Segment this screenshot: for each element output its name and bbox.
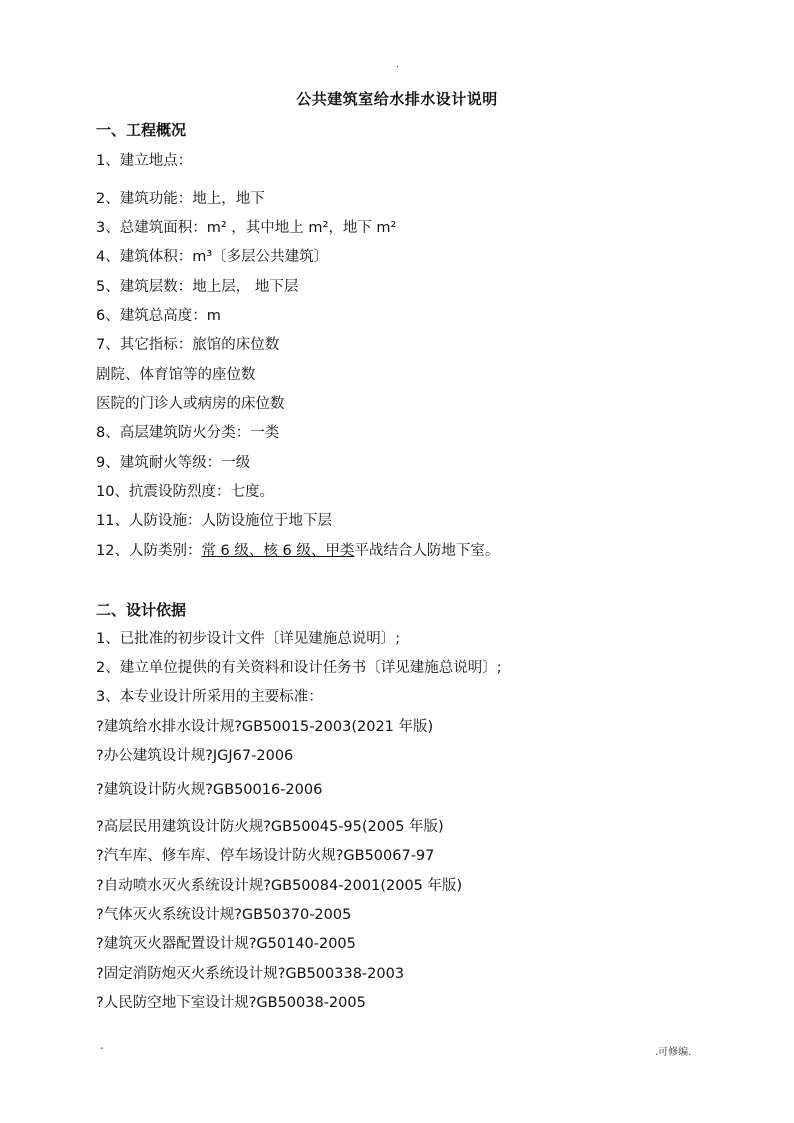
- overview-line-2: 2、建筑功能：地上，地下: [96, 191, 265, 207]
- standard-item: ?人民防空地下室设计规?GB50038-2005: [96, 995, 366, 1011]
- overview-line-4: 4、建筑体积：m³〔多层公共建筑〕: [96, 249, 329, 265]
- overview-line-1: 1、建立地点：: [96, 153, 193, 169]
- overview-line-3: 3、总建筑面积：m² ，其中地上 m²，地下 m²: [96, 220, 397, 236]
- overview-line-11: 11、人防设施：人防设施位于地下层: [96, 513, 332, 529]
- standard-item: ?建筑灭火器配置设计规?G50140-2005: [96, 936, 356, 952]
- overview-line-7c: 医院的门诊人或病房的床位数: [96, 396, 285, 412]
- overview-line-9: 9、建筑耐火等级：一级: [96, 455, 251, 471]
- standard-item: ?办公建筑设计规?JGJ67-2006: [96, 748, 294, 764]
- section-heading-basis: 二、设计依据: [96, 601, 187, 619]
- line12-prefix: 12、人防类别：: [96, 543, 202, 559]
- footer-left-mark: -: [100, 1043, 104, 1054]
- standard-item: ?建筑设计防火规?GB50016-2006: [96, 782, 323, 798]
- overview-line-8: 8、高层建筑防火分类：一类: [96, 425, 280, 441]
- line12-suffix: 平战结合人防地下室。: [354, 543, 500, 559]
- document-title: 公共建筑室给水排水设计说明: [296, 90, 498, 108]
- standard-item: ?固定消防炮灭火系统设计规?GB500338-2003: [96, 966, 405, 982]
- standard-item: ?气体灭火系统设计规?GB50370-2005: [96, 907, 352, 923]
- footer-editable-note: .可修编.: [655, 1047, 692, 1058]
- overview-line-10: 10、抗震设防烈度：七度。: [96, 484, 274, 500]
- standard-item: ?建筑给水排水设计规?GB50015-2003(2021 年版): [96, 719, 434, 735]
- overview-line-6: 6、建筑总高度：m: [96, 308, 221, 324]
- overview-line-12: [96, 541, 499, 561]
- header-mark: .: [396, 60, 399, 70]
- standard-item: ?自动喷水灭火系统设计规?GB50084-2001(2005 年版): [96, 878, 463, 894]
- standard-item: ?汽车库、修车库、停车场设计防火规?GB50067-97: [96, 848, 435, 864]
- section-heading-overview: 一、工程概况: [96, 121, 187, 139]
- line12-underlined: 常 6 级、核 6 级、甲类: [201, 543, 355, 559]
- basis-line-2: 2、建立单位提供的有关资料和设计任务书〔详见建施总说明〕;: [96, 660, 502, 676]
- standard-item: ?高层民用建筑设计防火规?GB50045-95(2005 年版): [96, 819, 444, 835]
- overview-line-5: 5、建筑层数：地上层， 地下层: [96, 279, 299, 295]
- basis-line-1: 1、已批准的初步设计文件〔详见建施总说明〕;: [96, 631, 401, 647]
- overview-line-7: 7、其它指标：旅馆的床位数: [96, 337, 280, 353]
- basis-line-3: 3、本专业设计所采用的主要标准：: [96, 689, 323, 705]
- overview-line-7b: 剧院、体育馆等的座位数: [96, 367, 256, 383]
